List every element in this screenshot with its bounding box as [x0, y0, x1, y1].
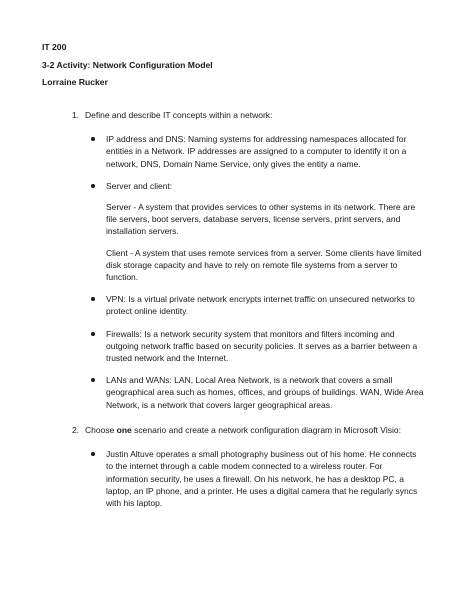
section-2-heading	[72, 424, 424, 436]
section-2-title-pre: Choose	[85, 425, 117, 435]
activity-title: 3-2 Activity: Network Configuration Model	[42, 59, 213, 70]
list-item-text: LANs and WANs: LAN, Local Area Network, is a network that covers a small geographical area such as homes, offices, and groups of buildings. WAN, Wide Area Network, is a network that covers larger geographical areas.	[106, 375, 424, 410]
bullet-icon	[91, 452, 95, 456]
bullet-icon	[91, 137, 95, 141]
list-item-text: VPN: Is a virtual private network encrypts internet traffic on unsecured networks to protect online identity.	[106, 294, 415, 317]
course-code: IT 200	[42, 42, 67, 52]
section-2-list	[72, 448, 424, 509]
client-paragraph: Client - A system that uses remote services from a server. Some clients have limited disk storage capacity and have to rely on remote file systems from a server to function.	[106, 247, 422, 283]
list-item-text: Server and client:	[106, 180, 173, 191]
list-item-firewalls	[85, 328, 424, 365]
section-2-number: 2.	[72, 425, 80, 435]
section-1-list	[72, 133, 424, 411]
bullet-icon	[91, 297, 95, 301]
section-2-title-post: scenario and create a network configuration diagram in Microsoft Visio:	[131, 425, 401, 435]
list-item-text: Justin Altuve operates a small photography business out of his home. He connects to the internet through a cable modem connected to a wireless router. For information security, he uses a firewall. On his network, he has a desktop PC, a laptop, an IP phone, and a printer. He uses a digital camera that he regularly syncs with his laptop.	[106, 449, 418, 509]
server-paragraph: Server - A system that provides services to other systems in its network. There are file servers, boot servers, database servers, license servers, print servers, and installation servers.	[106, 202, 416, 237]
section-1-title: Define and describe IT concepts within a network:	[85, 110, 273, 120]
bullet-icon	[91, 378, 95, 382]
section-2	[72, 424, 424, 519]
document-header	[42, 39, 213, 92]
list-item-text: Firewalls: Is a network security system that monitors and filters incoming and outgoing network traffic based on security policies. It serves as a barrier between a trusted network and the Internet.	[106, 328, 418, 364]
list-item-text: IP address and DNS: Naming systems for addressing namespaces allocated for entities in a Network. IP addresses are assigned to a computer to identify it on a network, DNS, Domain Name Service, only gives the entity a name.	[106, 134, 407, 169]
list-item-scenario	[85, 448, 424, 509]
section-1-heading	[72, 109, 424, 121]
list-item-vpn	[85, 293, 424, 317]
author-name: Lorraine Rucker	[42, 77, 108, 87]
list-item-ip-dns	[85, 133, 424, 170]
list-item-lan-wan	[85, 374, 424, 411]
section-2-title-bold: one	[116, 425, 132, 435]
section-1-number: 1.	[72, 110, 80, 120]
bullet-icon	[91, 332, 95, 336]
bullet-icon	[91, 184, 95, 188]
section-1	[72, 109, 424, 421]
list-item-server-client	[85, 180, 424, 283]
